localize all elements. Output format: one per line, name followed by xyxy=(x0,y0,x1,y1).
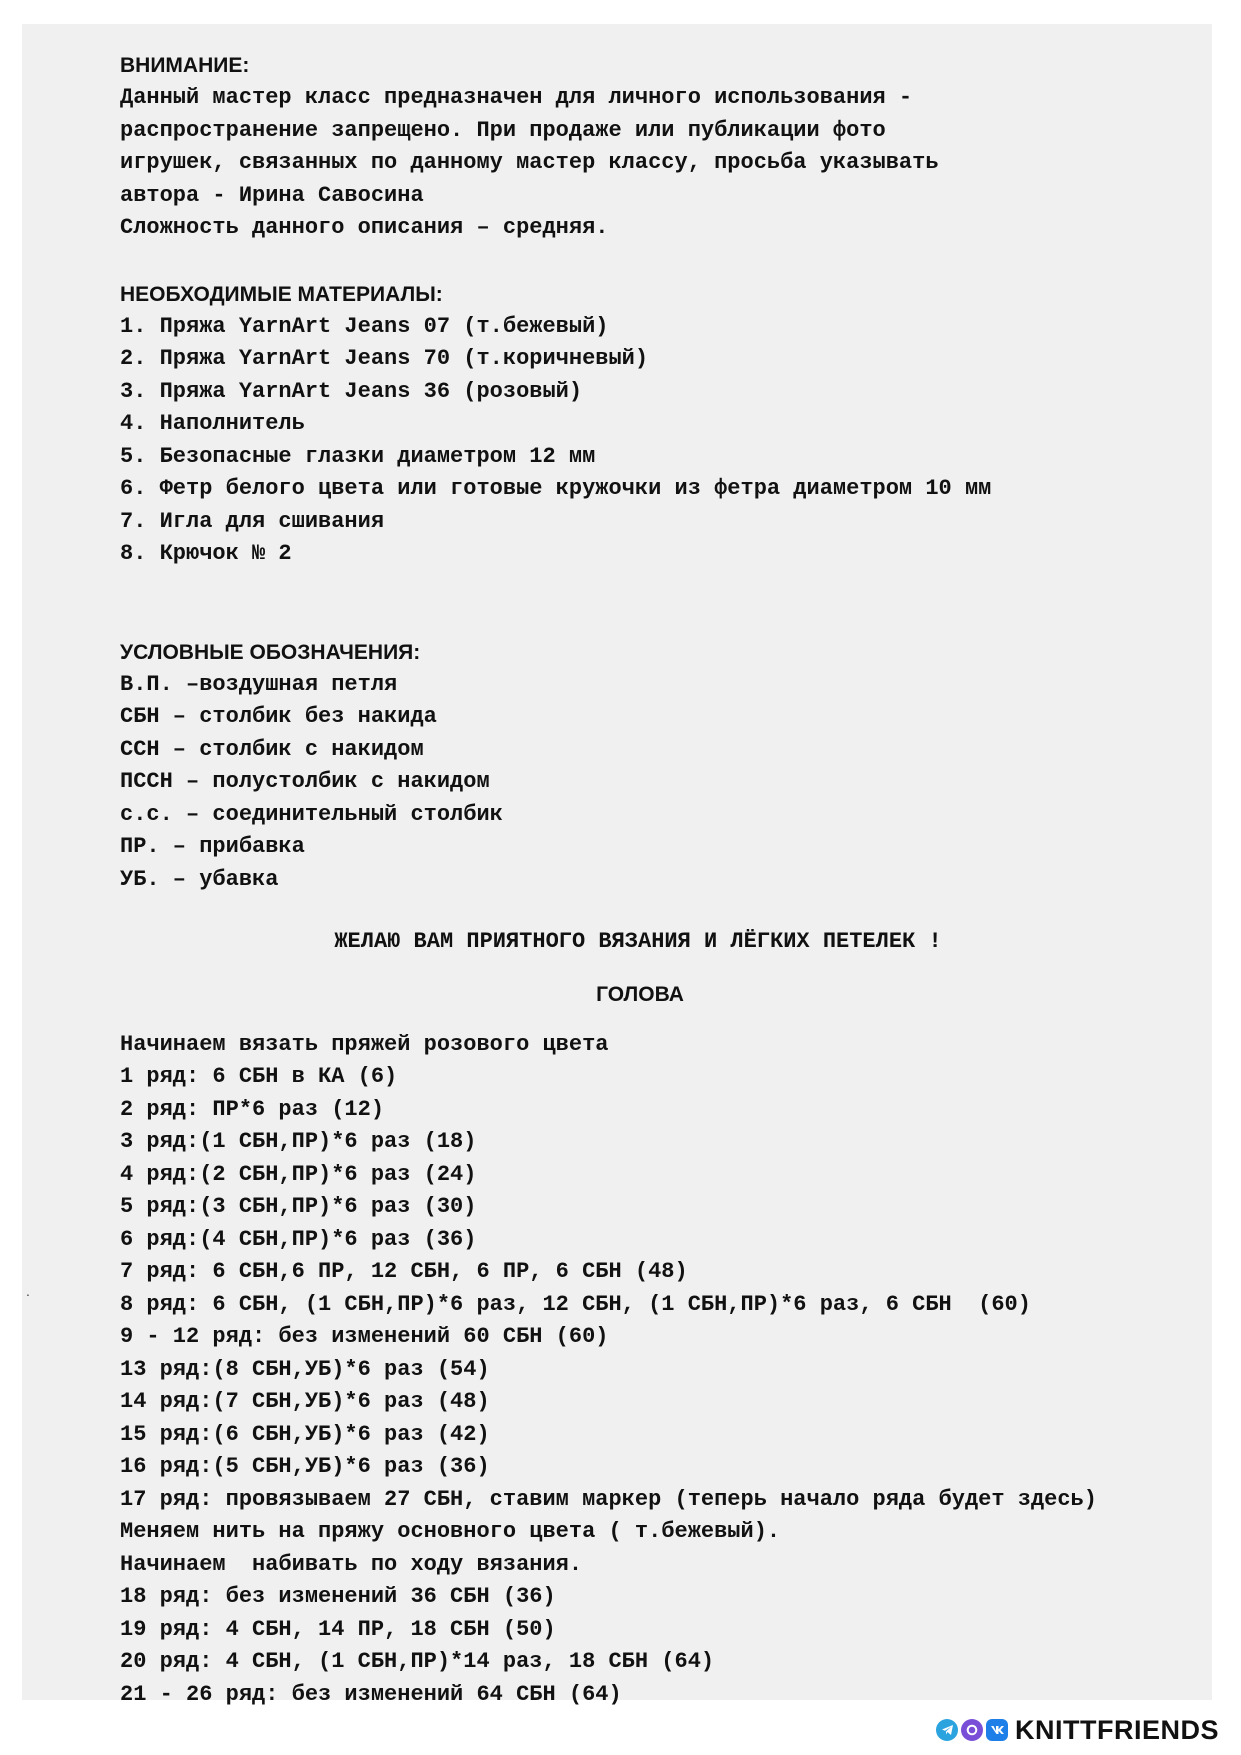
pattern-row: 4 ряд:(2 СБН,ПР)*6 раз (24) xyxy=(120,1161,477,1187)
pattern-row: Начинаем вязать пряжей розового цвета xyxy=(120,1031,609,1057)
document-content xyxy=(120,50,1230,1711)
pattern-row: 9 - 12 ряд: без изменений 60 СБН (60) xyxy=(120,1324,609,1349)
pattern-row: 20 ряд: 4 СБН, (1 СБН,ПР)*14 раз, 18 СБН (64) xyxy=(120,1649,715,1674)
pattern-row: 17 ряд: провязываем 27 СБН, ставим маркер (теперь начало ряда будет здесь) xyxy=(120,1486,1097,1512)
wish-line: ЖЕЛАЮ ВАМ ПРИЯТНОГО ВЯЗАНИЯ И ЛЁГКИХ ПЕТЕЛЕК ! xyxy=(334,929,942,954)
materials-item: 2. Пряжа YarnArt Jeans 70 (т.коричневый) xyxy=(120,346,649,371)
pattern-row: Начинаем набивать по ходу вязания. xyxy=(120,1551,583,1577)
pattern-row: 7 ряд: 6 СБН,6 ПР, 12 СБН, 6 ПР, 6 СБН (48) xyxy=(120,1259,688,1284)
pattern-row: 19 ряд: 4 СБН, 14 ПР, 18 СБН (50) xyxy=(120,1616,556,1642)
pattern-row: Меняем нить на пряжу основного цвета ( т.бежевый). xyxy=(120,1519,781,1544)
pattern-row: 6 ряд:(4 СБН,ПР)*6 раз (36) xyxy=(120,1226,477,1252)
pattern-row: 1 ряд: 6 СБН в КА (6) xyxy=(120,1064,398,1089)
pattern-row: 18 ряд: без изменений 36 СБН (36) xyxy=(120,1584,556,1609)
pattern-row: 14 ряд:(7 СБН,УБ)*6 раз (48) xyxy=(120,1389,490,1414)
warning-line: автора - Ирина Савосина xyxy=(120,182,424,208)
pattern-row: 13 ряд:(8 СБН,УБ)*6 раз (54) xyxy=(120,1356,490,1382)
pattern-row: 2 ряд: ПР*6 раз (12) xyxy=(120,1096,385,1122)
brand-name: KNITTFRIENDS xyxy=(1015,1714,1219,1745)
pattern-row: 3 ряд:(1 СБН,ПР)*6 раз (18) xyxy=(120,1129,477,1154)
materials-item: 7. Игла для сшивания xyxy=(120,508,385,534)
legend-heading: УСЛОВНЫЕ ОБОЗНАЧЕНИЯ: xyxy=(120,640,421,664)
materials-item: 1. Пряжа YarnArt Jeans 07 (т.бежевый) xyxy=(120,313,609,339)
brand-footer xyxy=(936,1713,1219,1747)
pattern-row: 8 ряд: 6 СБН, (1 СБН,ПР)*6 раз, 12 СБН, (1 СБН,ПР)*6 раз, 6 СБН (60) xyxy=(120,1291,1031,1317)
legend-item: ПССН – полустолбик с накидом xyxy=(120,769,490,794)
pattern-row: 15 ряд:(6 СБН,УБ)*6 раз (42) xyxy=(120,1421,490,1447)
stray-dot-mark: . xyxy=(26,1283,30,1299)
legend-item: СБН – столбик без накида xyxy=(120,704,437,729)
pattern-row: 21 - 26 ряд: без изменений 64 СБН (64) xyxy=(120,1681,622,1707)
materials-item: 5. Безопасные глазки диаметром 12 мм xyxy=(120,443,596,469)
materials-heading: НЕОБХОДИМЫЕ МАТЕРИАЛЫ: xyxy=(120,282,443,306)
warning-line: Данный мастер класс предназначен для личного использования - xyxy=(120,85,913,110)
legend-item: УБ. – убавка xyxy=(120,866,279,892)
legend-item: В.П. –воздушная петля xyxy=(120,671,398,697)
max-icon xyxy=(961,1719,983,1741)
legend-item: с.с. – соединительный столбик xyxy=(120,801,503,827)
materials-item: 6. Фетр белого цвета или готовые кружочки из фетра диаметром 10 мм xyxy=(120,476,992,501)
legend-item: ССН – столбик с накидом xyxy=(120,736,424,762)
pattern-row: 5 ряд:(3 СБН,ПР)*6 раз (30) xyxy=(120,1194,477,1219)
materials-item: 3. Пряжа YarnArt Jeans 36 (розовый) xyxy=(120,378,583,404)
warning-line: игрушек, связанных по данному мастер классу, просьба указывать xyxy=(120,150,939,175)
legend-item: ПР. – прибавка xyxy=(120,834,305,859)
telegram-icon xyxy=(936,1719,958,1741)
materials-item: 4. Наполнитель xyxy=(120,411,305,436)
document-page xyxy=(22,24,1212,1707)
warning-line: распространение запрещено. При продаже или публикации фото xyxy=(120,117,886,143)
materials-item: 8. Крючок № 2 xyxy=(120,541,292,566)
warning-line: Сложность данного описания – средняя. xyxy=(120,215,609,240)
vk-icon xyxy=(986,1719,1008,1741)
warning-heading: ВНИМАНИЕ: xyxy=(120,54,250,77)
pattern-row: 16 ряд:(5 СБН,УБ)*6 раз (36) xyxy=(120,1454,490,1479)
section-heading-head: ГОЛОВА xyxy=(596,982,684,1006)
